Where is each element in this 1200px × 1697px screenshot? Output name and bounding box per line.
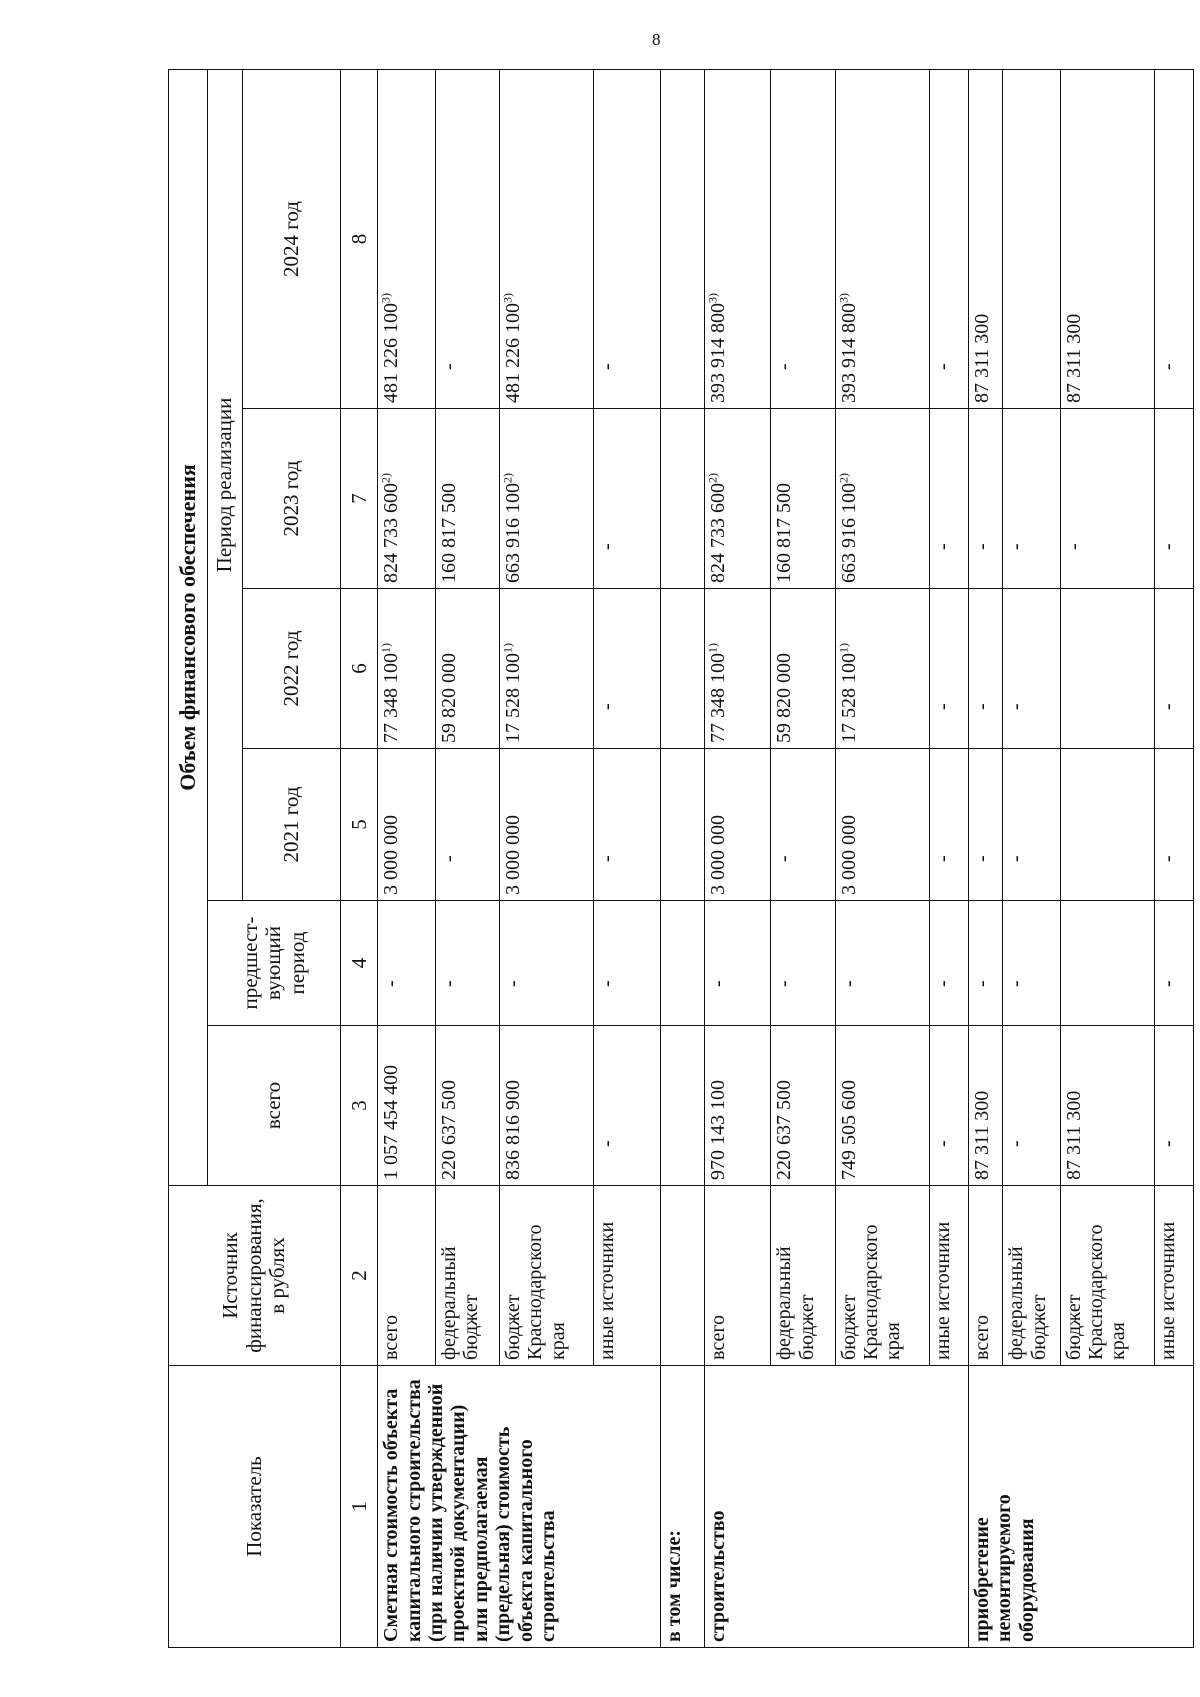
total-cell-value: - [931,1140,954,1147]
total-cell [378,1026,435,1186]
footnote-mark: 1) [704,643,719,653]
year-2024-cell [1154,69,1193,408]
year-2023-cell-value: 663 916 100 [501,483,524,583]
source-cell: бюджет Краснодарского края [835,1186,929,1366]
year-2024-cell [704,69,771,408]
year-2022-cell [435,589,499,749]
header-2023: 2023 год [242,409,341,589]
year-2021-cell-value: - [596,855,619,862]
header-source: Источник финансирования, в рублях [169,1186,341,1366]
year-2022-cell-value: - [596,703,619,710]
year-2023-cell [835,409,929,589]
year-2021-cell-value: - [773,855,796,862]
year-2024-cell-value: 393 914 800 [706,303,729,403]
previous-period-cell-value: - [380,980,403,987]
footnote-mark: 3) [704,293,719,303]
year-2024-cell-value: - [1156,363,1179,370]
indicator-cell: строительство [704,1366,968,1648]
previous-period-cell [378,901,435,1026]
year-2023-cell [968,409,1002,589]
previous-period-cell [835,901,929,1026]
empty-cell [660,1026,704,1186]
previous-period-cell-value: - [596,980,619,987]
year-2024-cell [378,69,435,408]
year-2022-cell [1154,589,1193,749]
header-period: Период реализации [208,69,242,900]
year-2023-cell [704,409,771,589]
previous-period-cell [1154,901,1193,1026]
year-2021-cell-value: - [1005,855,1028,862]
footnote-mark: 2) [378,473,393,483]
in-that-number-label: в том числе: [660,1366,704,1648]
source-cell: федеральный бюджет [771,1186,835,1366]
year-2021-cell [1003,749,1060,901]
year-2024-cell [435,69,499,408]
year-2021-cell [435,749,499,901]
col-number: 6 [341,589,378,749]
year-2024-cell [968,69,1002,408]
empty-cell [660,1186,704,1366]
total-cell [704,1026,771,1186]
total-cell-value: 220 637 500 [437,1080,460,1180]
previous-period-cell [968,901,1002,1026]
year-2021-cell-value: - [970,855,993,862]
source-cell: иные источники [929,1186,968,1366]
year-2021-cell-value: 3 000 000 [706,815,729,895]
year-2023-cell-value: 824 733 600 [380,483,403,583]
year-2021-cell [771,749,835,901]
in-that-number-row [660,69,704,1647]
year-2023-cell [771,409,835,589]
previous-period-cell-value: - [931,980,954,987]
indicator-cell: Сметная стоимость объекта капитального строительства (при наличии утвержденной проектной документации) или предполагаемая (предельная) стоимость объекта капитального строительства [378,1366,661,1648]
source-cell: иные источники [594,1186,661,1366]
year-2023-cell [499,409,593,589]
source-cell: всего [378,1186,435,1366]
year-2022-cell [1060,589,1154,749]
year-2024-cell [835,69,929,408]
year-2024-cell [499,69,593,408]
year-2024-cell [1003,69,1060,408]
year-2021-cell [929,749,968,901]
year-2023-cell [594,409,661,589]
table-row [704,69,771,1647]
year-2022-cell [968,589,1002,749]
total-cell [594,1026,661,1186]
total-cell [1154,1026,1193,1186]
year-2022-cell [378,589,435,749]
year-2024-cell-value: 87 311 300 [1062,313,1085,403]
year-2023-cell [929,409,968,589]
year-2021-cell-value: - [1156,855,1179,862]
previous-period-cell-value: - [437,980,460,987]
year-2024-cell [1060,69,1154,408]
empty-cell [660,749,704,901]
total-cell [499,1026,593,1186]
source-cell: бюджет Краснодарского края [499,1186,593,1366]
year-2022-cell-value: 17 528 100 [501,653,524,743]
header-previous-period: предшест-вующий период [208,901,341,1026]
year-2022-cell-value: - [970,703,993,710]
year-2022-cell-value: - [1156,703,1179,710]
footnote-mark: 1) [835,643,850,653]
total-cell-value: 87 311 300 [970,1090,993,1180]
previous-period-cell-value: - [501,980,524,987]
year-2023-cell-value: 663 916 100 [837,483,860,583]
indicator-cell: приобретение немонтируемого оборудования [968,1366,1193,1648]
footnote-mark: 2) [500,473,515,483]
footnote-mark: 2) [835,473,850,483]
previous-period-cell [435,901,499,1026]
table-row [968,69,1002,1647]
year-2022-cell-value: 59 820 000 [437,653,460,743]
year-2022-cell [929,589,968,749]
year-2024-cell-value: 481 226 100 [380,303,403,403]
empty-cell [660,69,704,408]
year-2022-cell [771,589,835,749]
previous-period-cell-value: - [773,980,796,987]
year-2021-cell [704,749,771,901]
year-2022-cell [594,589,661,749]
previous-period-cell-value: - [970,980,993,987]
year-2023-cell-value: - [1005,543,1028,550]
page-number: 8 [652,30,661,49]
year-2023-cell-value: 160 817 500 [773,483,796,583]
year-2021-cell [499,749,593,901]
previous-period-cell-value: - [1156,980,1179,987]
footnote-mark: 3) [378,293,393,303]
total-cell [1060,1026,1154,1186]
empty-cell [660,589,704,749]
col-number: 5 [341,749,378,901]
previous-period-cell [594,901,661,1026]
empty-cell [660,901,704,1026]
year-2022-cell-value: 77 348 100 [706,653,729,743]
year-2021-cell-value: 3 000 000 [837,815,860,895]
year-2022-cell [704,589,771,749]
total-cell [771,1026,835,1186]
header-indicator: Показатель [169,1366,341,1648]
year-2021-cell [835,749,929,901]
year-2022-cell-value: 17 528 100 [837,653,860,743]
empty-cell [660,409,704,589]
source-cell: иные источники [1154,1186,1193,1366]
header-2021: 2021 год [242,749,341,901]
year-2023-cell-value: - [970,543,993,550]
previous-period-cell-value: - [1005,980,1028,987]
source-cell: федеральный бюджет [435,1186,499,1366]
year-2024-cell-value: - [437,363,460,370]
year-2023-cell [378,409,435,589]
col-number: 8 [341,69,378,408]
total-cell [968,1026,1002,1186]
total-cell-value: 836 816 900 [501,1080,524,1180]
total-cell [435,1026,499,1186]
total-cell-value: 749 505 600 [837,1080,860,1180]
year-2023-cell-value: - [596,543,619,550]
col-number: 4 [341,901,378,1026]
previous-period-cell [771,901,835,1026]
year-2024-cell-value: 481 226 100 [501,303,524,403]
year-2021-cell [968,749,1002,901]
header-title: Объем финансового обеспечения [169,69,208,1185]
previous-period-cell [929,901,968,1026]
source-cell: федеральный бюджет [1003,1186,1060,1366]
year-2023-cell [1060,409,1154,589]
year-2023-cell-value: - [1156,543,1179,550]
header-total: всего [208,1026,341,1186]
column-numbers-row [341,69,378,1647]
year-2021-cell [378,749,435,901]
year-2021-cell-value: - [437,855,460,862]
year-2023-cell [1003,409,1060,589]
footnote-mark: 2) [704,473,719,483]
year-2021-cell [594,749,661,901]
source-cell: бюджет Краснодарского края [1060,1186,1154,1366]
year-2022-cell-value: 77 348 100 [380,653,403,743]
footnote-mark: 1) [500,643,515,653]
year-2022-cell-value: 59 820 000 [773,653,796,743]
total-cell-value: 970 143 100 [706,1080,729,1180]
previous-period-cell [704,901,771,1026]
year-2024-cell-value: 87 311 300 [970,313,993,403]
year-2022-cell [499,589,593,749]
year-2023-cell-value: - [931,543,954,550]
source-cell: всего [704,1186,771,1366]
year-2024-cell [929,69,968,408]
year-2021-cell-value: 3 000 000 [501,815,524,895]
year-2021-cell [1154,749,1193,901]
total-cell-value: - [1005,1140,1028,1147]
table-row [378,69,435,1647]
year-2021-cell-value: 3 000 000 [380,815,403,895]
year-2022-cell [835,589,929,749]
year-2024-cell-value: - [773,363,796,370]
financing-table [168,69,1194,1648]
col-number: 1 [341,1366,378,1648]
footnote-mark: 3) [500,293,515,303]
year-2023-cell [1154,409,1193,589]
year-2024-cell [594,69,661,408]
previous-period-cell-value: - [706,980,729,987]
total-cell-value: - [1156,1140,1179,1147]
total-cell-value: - [596,1140,619,1147]
rotated-table-wrapper [168,70,1194,1648]
source-cell: всего [968,1186,1002,1366]
header-2022: 2022 год [242,589,341,749]
year-2022-cell [1003,589,1060,749]
total-cell-value: 1 057 454 400 [380,1065,403,1180]
year-2021-cell [1060,749,1154,901]
year-2023-cell-value: - [1062,543,1085,550]
year-2022-cell-value: - [931,703,954,710]
col-number: 3 [341,1026,378,1186]
year-2022-cell-value: - [1005,703,1028,710]
total-cell [929,1026,968,1186]
total-cell [1003,1026,1060,1186]
col-number: 2 [341,1186,378,1366]
previous-period-cell [1003,901,1060,1026]
header-2024: 2024 год [242,69,341,408]
year-2024-cell-value: - [596,363,619,370]
previous-period-cell [1060,901,1154,1026]
footnote-mark: 3) [835,293,850,303]
previous-period-cell [499,901,593,1026]
year-2024-cell-value: - [931,363,954,370]
total-cell-value: 87 311 300 [1062,1090,1085,1180]
year-2023-cell-value: 160 817 500 [437,483,460,583]
year-2024-cell [771,69,835,408]
year-2023-cell-value: 824 733 600 [706,483,729,583]
total-cell [835,1026,929,1186]
year-2021-cell-value: - [931,855,954,862]
footnote-mark: 1) [378,643,393,653]
total-cell-value: 220 637 500 [773,1080,796,1180]
col-number: 7 [341,409,378,589]
year-2024-cell-value: 393 914 800 [837,303,860,403]
previous-period-cell-value: - [837,980,860,987]
year-2023-cell [435,409,499,589]
